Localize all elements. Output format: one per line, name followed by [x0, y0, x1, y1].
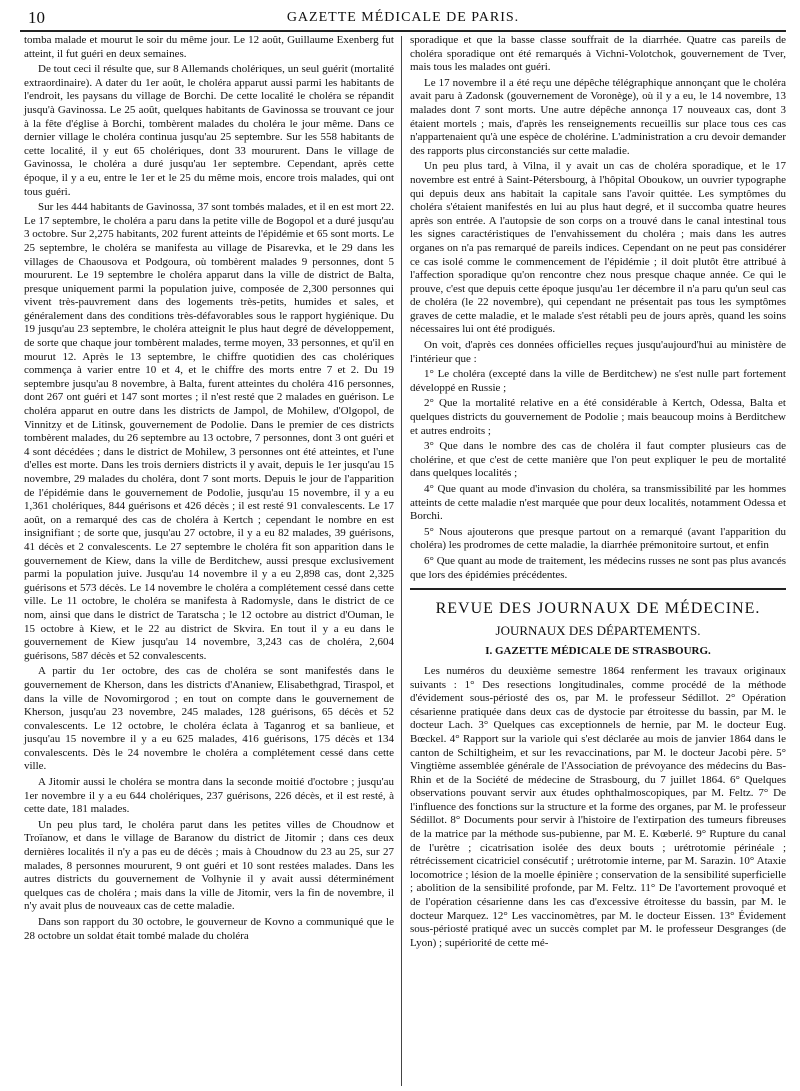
paragraph: On voit, d'après ces données officielles reçues jusqu'aujourd'hui au ministère de l'intérieur que :	[410, 339, 786, 365]
paragraph: De tout ceci il résulte que, sur 8 Allemands cholériques, un seul guérit (mortalité extraordinaire). A dater du 1er août, le choléra apparut aussi parmi les habitants de l'endroit, les paysans du village de Borchi. De cette localité le choléra se répandit jusqu'à Gavinossa. Le 25 août, quelques habitants de Gavinossa se trouvant ce jour à la fête d'église à Borchi, tombèrent malades du choléra le jour même. Dans ce dernier village le choléra continua jusqu'au 25 septembre. Sur les 558 habitants de cette localité, il y eut 65 cholériques, dont 33 moururent. Dans le village de Gavinossa, le choléra a duré jusqu'au 1er septembre. Cependant, après cette époque, il y a eu, entre le 1er et le 25 du même mois, encore trois malades, qui ont tous guéri.	[24, 63, 394, 198]
left-column	[24, 34, 394, 945]
review-title: REVUE DES JOURNAUX DE MÉDECINE.	[435, 600, 761, 618]
paragraph: Dans son rapport du 30 octobre, le gouverneur de Kovno a communiqué que le 28 octobre un soldat était tombé malade du choléra	[24, 916, 394, 942]
paragraph: sporadique et que la basse classe souffrait de la diarrhée. Quatre cas pareils de choléra sporadique ont été remarqués à Vichni-Volotchok, gouvernement de Tver, mais tous les malades ont guéri.	[410, 34, 786, 74]
running-title: GAZETTE MÉDICALE DE PARIS.	[286, 10, 520, 25]
paragraph: tomba malade et mourut le soir du même jour. Le 12 août, Guillaume Exenberg fut atteint, il fut guéri en deux semaines.	[24, 34, 394, 60]
paragraph: Le 17 novembre il a été reçu une dépêche télégraphique annonçant que le choléra avait paru à Zadonsk (gouvernement de Voronège), où il y a eu, le 14 novembre, 13 malades dont 7 sont morts. Une autre dépêche annonça 17 nouveaux cas, dont 3 étaient mortels ; mais, d'après les renseignements recueillis sur place tous ces cas n'appartenaient qu'à une espèce de cholérine. L'administration a cru devoir demander des rapports plus circonstanciés sur cette maladie.	[410, 76, 786, 157]
list-item: 6° Que quant au mode de traitement, les médecins russes ne sont pas plus avancés que lors des épidémies précédentes.	[410, 554, 786, 581]
list-item: 4° Que quant au mode d'invasion du choléra, sa transmissibilité par les hommes atteints de cette maladie n'est marquée que pour deux localités, notamment Odessa et Borchi.	[410, 483, 786, 523]
review-paragraph: Les numéros du deuxième semestre 1864 renferment les travaux originaux suivants : 1° Des resections longitudinales, comme procédé de la méthode d'évidement sous-périosté des os, par M. le professeur Sédillot. 2° Opération césarienne pratiquée dans deux cas de dystocie par étroitesse du bassin, par M. le docteur Lach. 3° Quelques cas exceptionnels de hernie, par M. le docteur Eug. Bœckel. 4° Rapport sur la variole qui s'est déclarée au mois de janvier 1864 dans le canton de Schiltigheim, et sur les revaccinations, par M. le docteur Jacobi père. 5° Vingtième assemblée générale de l'Association de prévoyance des médecins du Bas-Rhin et de la Société de médecine de Strasbourg, du 7 juillet 1864. 6° Quelques observations pouvant servir aux études ophthalmoscopiques, par M. Feltz. 7° De l'influence des fonctions sur la structure et la forme des organes, par M. le professeur Sédillot. 8° Documents pour servir à l'histoire de l'extirpation des tumeurs fibreuses de la matrice par la méthode sus-pubienne, par M. E. Kœberlé. 9° Rupture du canal de l'urètre ; cicatrisation isolée des deux bouts ; urétrotomie périnéale ; rétrécissement cicatriciel consécutif ; urétrotomie interne, par M. Sarazin. 10° Ataxie locomotrice ; lésion de la moelle épinière ; conservation de la sensibilité superficielle ; abolition de la sensibilité profonde, par M. Feltz. 11° De l'avortement provoqué et de l'opération césarienne dans les cas d'excessive étroitesse du bassin, par M. le docteur Marquez. 12° Les vaccinomètres, par M. le docteur Eissen. 13° Évidement sous-périosté pratiqué avec un succès complet par M. le professeur Desgranges (de Lyon) ; supériorité de cette mé-	[410, 664, 786, 949]
list-item: 5° Nous ajouterons que presque partout on a remarqué (avant l'apparition du choléra) les prodromes de cette maladie, la diarrhée prémonitoire surtout, et enfin	[410, 525, 786, 552]
paragraph: A Jitomir aussi le choléra se montra dans la seconde moitié d'octobre ; jusqu'au 1er novembre il y a eu 644 cholériques, 237 guérisons, 226 décès, et il est resté, à cette date, 181 malades.	[24, 776, 394, 816]
paragraph: A partir du 1er octobre, des cas de choléra se sont manifestés dans le gouvernement de Kherson, dans les districts d'Ananiew, Elisabethgrad, Tiraspol, et dans la ville de Novomirgorod ; en tout on compte dans le gouvernement de Kherson, jusqu'au 23 novembre, 245 malades, 128 guérisons, 65 décès et 52 convalescents. Le 12 octobre, le choléra éclata à Taganrog et sa banlieue, et jusqu'au 15 novembre il y a eu 625 malades, 416 guérisons, 175 décès et 134 convalescents. Dès le 24 novembre le choléra a complétement cessé dans cette ville.	[24, 665, 394, 773]
section-rule	[410, 588, 786, 590]
page-header	[20, 8, 786, 32]
paragraph: Un peu plus tard, le choléra parut dans les petites villes de Choudnow et Troïanow, et dans le village de Baranow du district de Jitomir ; dans ces deux dernières localités il n'y a pas eu de décès ; mais à Choudnow du 23 au 25, sur 27 malades, 8 personnes moururent, 9 ont guéri et 10 sont restées malades. Dans les autres districts du gouvernement de Volhynie il y avait aussi déterminément quelques cas de choléra ; mais dans la ville de Jitomir, vers la fin de novembre, il n'y avait plus de nouveaux cas de cette maladie.	[24, 818, 394, 913]
column-divider	[401, 36, 402, 1086]
paragraph: Un peu plus tard, à Vilna, il y avait un cas de choléra sporadique, et le 17 novembre est entré à Saint-Pétersbourg, à l'hôpital Oboukow, un ouvrier typographe qui depuis deux ans habitait la capitale sans l'avoir quittée. Les symptômes du choléra s'étaient manifestés en lui au plus haut degré, et il succomba quatre heures après son entrée. A l'autopsie de son corps on a trouvé dans le canal intestinal tous les signes caractéristiques de l'envahissement du choléra ; mais dans les autres organes on n'a pas remarqué de pareils indices. Cependant on ne peut pas considérer ce cas isolé comme le commencement de l'épidémie ; il doit plutôt être attribué à l'affection sporadique qu'on rencontre chez nous presque chaque année. Ce qui le prouve, c'est que depuis cette époque jusqu'au 1er décembre il n'a paru qu'un seul cas de choléra (le 22 novembre), qui cependant ne présentait pas tous les symptômes graves de cette maladie, et le malade s'est rétabli peu de jours après, quand les soins nécessaires lui ont été prodigués.	[410, 160, 786, 336]
list-item: 3° Que dans le nombre des cas de choléra il faut compter plusieurs cas de cholérine, et que c'est de cette manière que l'on peut expliquer le peu de mortalité dans quelques localités ;	[410, 440, 786, 480]
right-column	[410, 34, 786, 952]
list-item: 1° Le choléra (excepté dans la ville de Berditchew) ne s'est nulle part fortement développé en Russie ;	[410, 368, 786, 394]
page-number: 10	[28, 8, 45, 27]
review-section-heading: I. GAZETTE MÉDICALE DE STRASBOURG.	[485, 645, 711, 658]
review-subtitle: JOURNAUX DES DÉPARTEMENTS.	[495, 622, 701, 638]
list-item: 2° Que la mortalité relative en a été considérable à Kertch, Odessa, Balta et quelques districts du gouvernement de Podolie ; mais beaucoup moins à Berditchew et autres endroits ;	[410, 397, 786, 437]
paragraph: Sur les 444 habitants de Gavinossa, 37 sont tombés malades, et il en est mort 22. Le 17 septembre, le choléra a paru dans la petite ville de Bogopol et a duré jusqu'au 3 octobre. Sur 2,275 habitants, 202 furent atteints de l'épidémie et 65 sont morts. Le 25 septembre, le choléra se manifesta au village de Pisarevka, et le 29 dans les villages de Chaousova et Podgoura, où tombèrent malades 9 personnes, dont 5 moururent. Le 19 septembre le choléra apparut dans la ville de district de Balta, presque uniquement parmi la population juive, composée de 2,300 personnes qui vivent très-pauvrement dans des logements très-petits, humides et sales, et généralement dans des conditions très-défavorables sous le rapport hygiénique. Du 19 jusqu'au 23 septembre, le choléra atteignit le plus haut degré de développement, de sorte que chaque jour tombèrent malades, terme moyen, 33 personnes, et qu'il en mourut 12. Après le 13 septembre, le chiffre quotidien des cas cholériques commença à varier entre 10 et 4, et le chiffre des morts entre 7 et 2. Du 19 septembre jusqu'au 8 novembre, à Balta, furent atteintes du choléra 416 personnes, dont 267 ont guéri et 147 sont mortes ; il n'est resté que 2 malades en guérison. Le choléra apparut en outre dans les districts de Jampol, de Mohilew, d'Olgopol, de Vinnitzy et de Litinsk, gouvernement de Podolie. Dans le premier de ces districts tombèrent malades, du 26 septembre au 13 octobre, 7 personnes, dont 3 ont guéri et 4 sont décédées ; dans le district de Mohilew, 3 personnes ont été atteintes, et l'une d'elles est morte. Dans les trois derniers districts il y avait, depuis le 1er jusqu'au 15 novembre, 29 malades du choléra, dont 7 sont morts. Depuis le jour de l'apparition de l'épidémie dans le gouvernement de Podolie, jusqu'au 15 novembre, il y a eu 1,361 cholériques, 844 guérisons et 426 décès ; il est resté 91 convalescents. Le 17 août, on a remarqué des cas de choléra à Kertch ; cependant le nombre en est insignifiant ; de sorte que, jusqu'au 27 octobre, il y a eu 82 malades, 39 guérisons, 41 décès et 2 convalescents. Le 27 septembre le choléra fit son apparition dans le gouvernement de Kiew, dans la ville de Berditchew, aussi presque exclusivement parmi la population juive. Jusqu'au 14 novembre il y a eu 2,898 cas, dont 2,325 guérisons et 573 décès. Le 14 novembre le choléra a complétement cessé dans cette ville. Le 11 octobre, le choléra se manifesta à Radomysle, dans le district de ce nom, ainsi que dans le district de Taratscha ; le 12 octobre au district d'Ouman, le 15 octobre à Kiew, et le 22 au district de Skvira. En tout il y a eu dans le gouvernement de Kiew jusqu'au 14 novembre, 3,243 cas de choléra, 2,604 guérisons, 587 décès et 52 convalescents.	[24, 201, 394, 662]
